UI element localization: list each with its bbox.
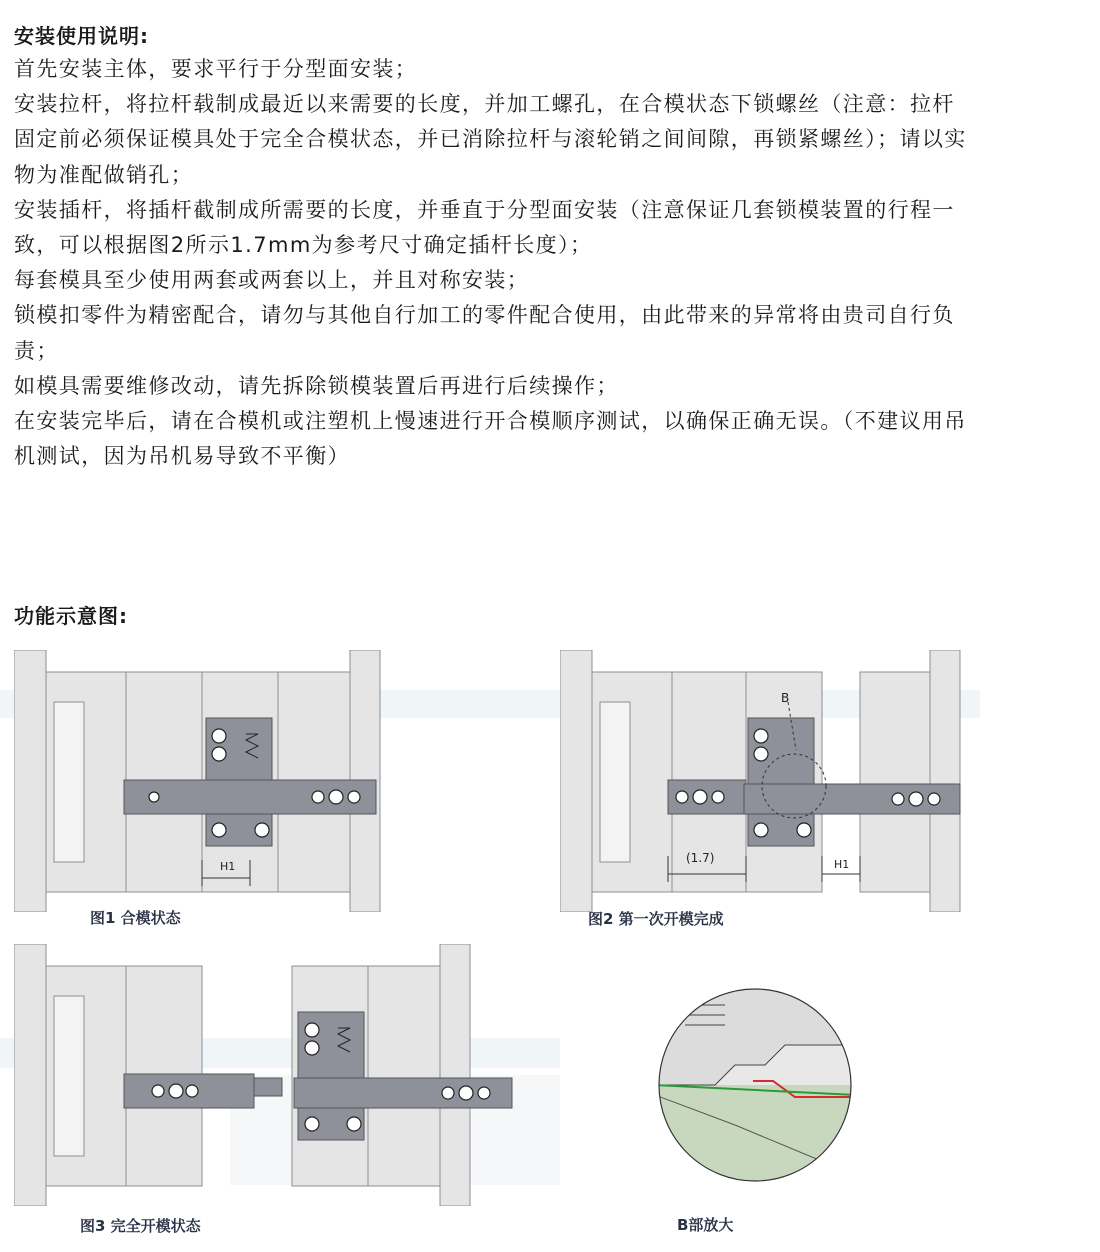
- figure-3-fully-open: [14, 944, 544, 1206]
- instruction-1: 首先安装主体，要求平行于分型面安装；: [14, 57, 418, 81]
- figure-4-detail-b: [655, 985, 855, 1185]
- figure-1-caption: 图1 合模状态: [90, 909, 181, 927]
- figure-2-drawing: [560, 650, 970, 912]
- instruction-4: 每套模具至少使用两套或两套以上，并且对称安装；: [14, 268, 530, 293]
- figure-3-caption: 图3 完全开模状态: [80, 1217, 201, 1235]
- figure-1-closed: [14, 650, 384, 912]
- figure-2-first-open: [560, 650, 970, 912]
- instruction-5: 锁模扣零件为精密配合，请勿与其他自行加工的零件配合使用，由此带来的异常将由贵司自行负责；: [14, 303, 955, 363]
- figure-4-caption: B部放大: [677, 1216, 734, 1234]
- figure-1-drawing: [14, 650, 384, 912]
- figure-2-dim-h1: H1: [834, 858, 850, 871]
- figure-2-dim-gap: (1.7): [686, 851, 715, 865]
- figure-2-caption: 图2 第一次开模完成: [588, 910, 724, 928]
- figure-2-callout-b: B: [781, 691, 790, 705]
- instruction-2: 安装拉杆，将拉杆载制成最近以来需要的长度，并加工螺孔，在合模状态下锁螺丝（注意：拉杆固定前必须保证模具处于完全合模状态，并已消除拉杆与滚轮销之间间隙，再锁紧螺丝）；请以实物为准配做销孔；: [14, 92, 967, 187]
- instruction-3: 安装插杆，将插杆截制成所需要的长度，并垂直于分型面安装（注意保证几套锁模装置的行程一致，可以根据图2所示1.7mm为参考尺寸确定插杆长度）；: [14, 197, 955, 258]
- figure-1-dim-h1: H1: [220, 860, 236, 873]
- figure-3-drawing: [14, 944, 544, 1206]
- figure-4-drawing: [655, 985, 855, 1185]
- instructions-heading: 安装使用说明:: [14, 24, 149, 48]
- diagram-heading: 功能示意图:: [14, 604, 128, 628]
- instruction-6: 如模具需要维修改动，请先拆除锁模装置后再进行后续操作；: [14, 373, 619, 398]
- instruction-7: 在安装完毕后，请在合模机或注塑机上慢速进行开合模顺序测试，以确保正确无误。（不建议用吊机测试，因为吊机易导致不平衡）: [14, 409, 967, 469]
